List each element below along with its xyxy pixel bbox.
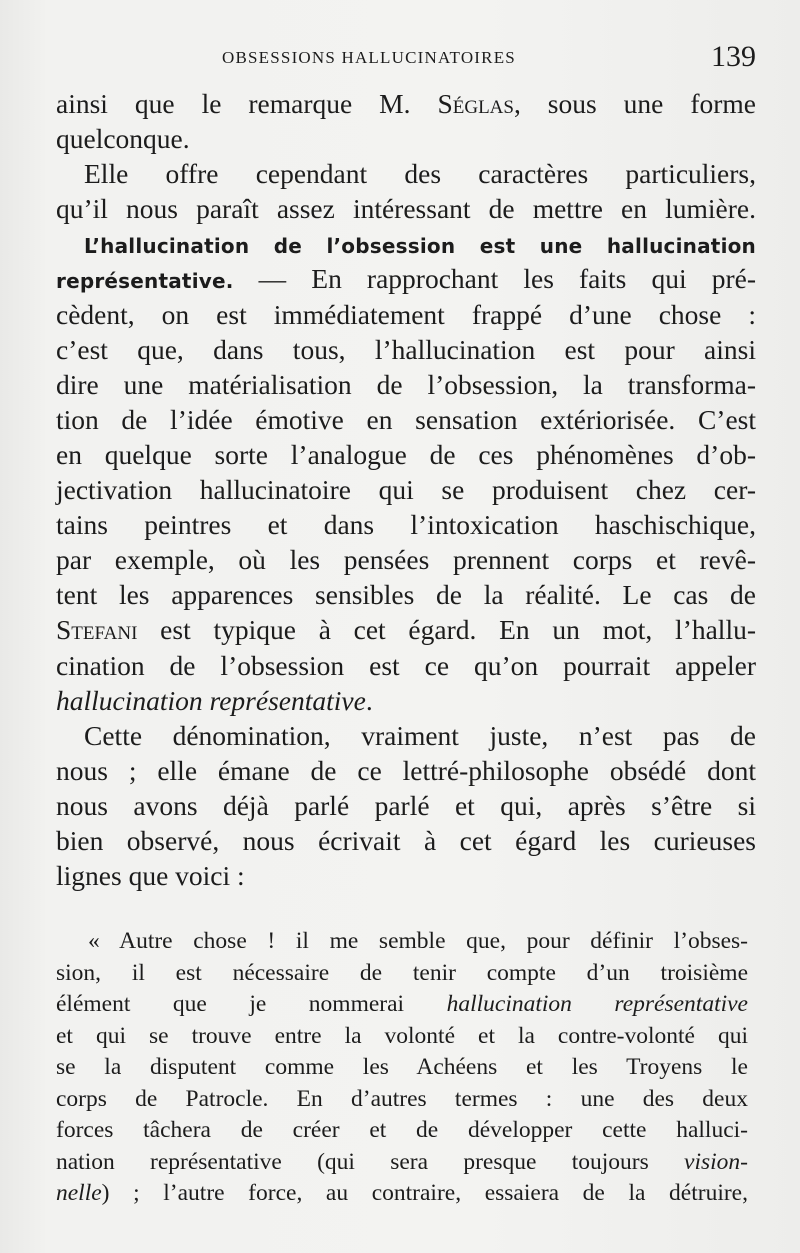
italic-term: hallucination représentative: [56, 684, 366, 716]
text-line: en quelque sorte l’analogue de ces phénomènes d’ob-: [56, 438, 756, 470]
text-line: ainsi que le remarque M. Séglas, sous une forme: [56, 88, 756, 119]
quote-line: « Autre chose ! il me semble que, pour définir l’obses-: [88, 928, 748, 954]
italic-term: vision-: [684, 1148, 748, 1175]
text-line: qu’il nous paraît assez intéressant de mettre en lumière.: [56, 193, 756, 225]
text-line: lignes que voici :: [56, 860, 245, 892]
quote-line: corps de Patrocle. En d’autres termes : une des deux: [56, 1085, 748, 1112]
text-line: cination de l’obsession est ce qu’on pourrait appeler: [56, 649, 756, 681]
text-line: nous ; elle émane de ce lettré-philosophe obsédé dont: [56, 754, 756, 786]
text-line: quelconque.: [56, 123, 190, 155]
block-quote: [56, 926, 748, 1210]
quote-line: nation représentative (qui sera presque toujours vision-: [56, 1148, 748, 1175]
page-number: 139: [711, 40, 756, 73]
italic-term: nelle: [56, 1180, 102, 1206]
quote-line: élément que je nommerai hallucination représentative: [56, 991, 748, 1017]
quote-line: sion, il est nécessaire de tenir compte d’un troisième: [56, 959, 748, 986]
quote-line: nelle) ; l’autre force, au contraire, essaiera de la détruire,: [56, 1180, 748, 1206]
text-line: nous avons déjà parlé parlé et qui, après s’être si: [56, 789, 756, 821]
text-line: Elle offre cependant des caractères particuliers,: [84, 158, 756, 190]
text-line: tion de l’idée émotive en sensation extériorisée. C’est: [56, 403, 756, 435]
quote-line: et qui se trouve entre la volonté et la contre-volonté qui: [56, 1022, 748, 1049]
italic-term: hallucination représentative: [446, 991, 748, 1017]
text-line: jectivation hallucinatoire qui se produisent chez cer-: [56, 474, 756, 506]
text-line: représentative. — En rapprochant les faits qui pré-: [56, 263, 756, 295]
text-line: Cette dénomination, vraiment juste, n’est pas de: [84, 719, 756, 751]
text-line: tent les apparences sensibles de la réalité. Le cas de: [56, 579, 756, 611]
text-line: Stefani est typique à cet égard. En un mot, l’hallu-: [56, 614, 756, 646]
running-title: OBSESSIONS HALLUCINATOIRES: [222, 48, 516, 67]
quote-line: se la disputent comme les Achéens et les Troyens le: [56, 1054, 748, 1080]
running-head: [56, 40, 756, 74]
section-heading: L’hallucination de l’obsession est une hallucination: [84, 234, 756, 259]
text-line: c’est que, dans tous, l’hallucination est pour ainsi: [56, 333, 756, 365]
text-line: cèdent, on est immédiatement frappé d’une chose :: [56, 298, 756, 330]
text-line: hallucination représentative.: [56, 684, 373, 716]
section-heading-end: représentative.: [56, 269, 234, 294]
text-line: dire une matérialisation de l’obsession, la transforma-: [56, 368, 756, 400]
text-line: par exemple, où les pensées prennent corps et revê-: [56, 544, 756, 576]
author-name-stefani: Stefani: [56, 614, 138, 646]
author-name-seglas: Séglas: [437, 88, 514, 119]
quote-line: forces tâchera de créer et de développer cette halluci-: [56, 1117, 748, 1143]
body-text: [56, 86, 756, 893]
text-line: bien observé, nous écrivait à cet égard les curieuses: [56, 824, 756, 856]
text-line: tains peintres et dans l’intoxication haschischique,: [56, 509, 756, 541]
